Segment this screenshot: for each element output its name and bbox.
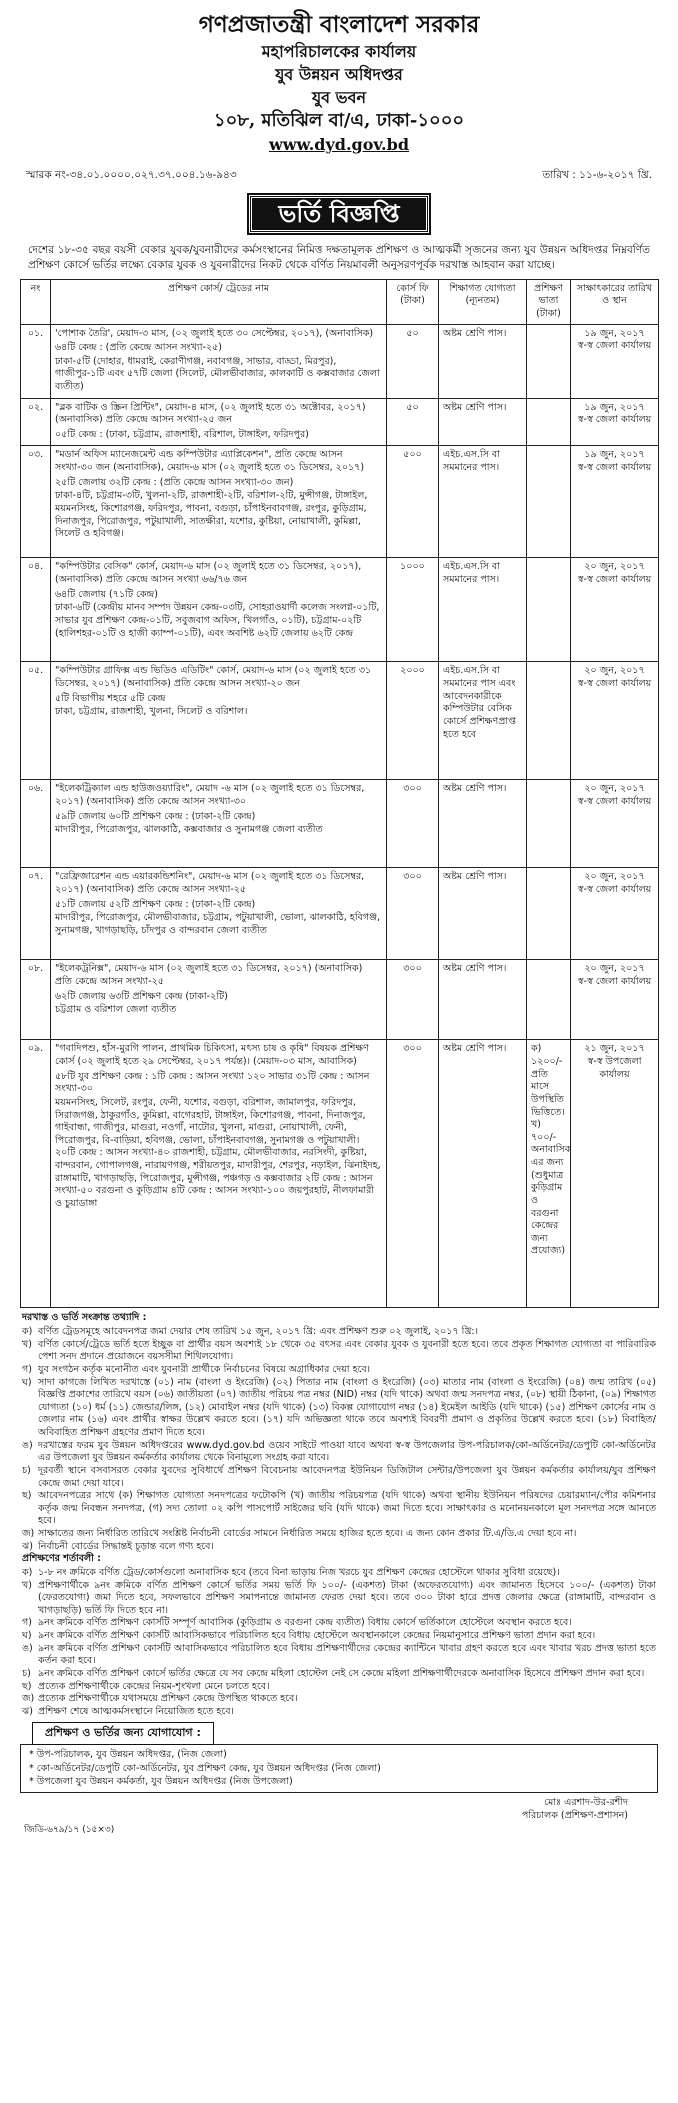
rule-item xyxy=(22,1490,656,1528)
course-title: "কম্পিউটার গ্রাফিক্স এন্ড ভিডিও এডিটিং" কোর্স, মেয়াদ-৬ মাস (০২ জুলাই হতে ৩১ ডিসেম্বর, ২০১৭) (অনাবাসিক) প্রতি কেন্দ্রে আসন সংখ্যা-২০ জন xyxy=(55,665,372,690)
interview-date: ১৯ জুন, ২০১৭ xyxy=(584,449,645,461)
course-details: মাদারীপুর, পিরোজপুর, ঝালকাঠি, কক্সবাজার ও সুনামগঞ্জ জেলা ব্যতীত xyxy=(55,824,323,836)
rule-mark: গ) xyxy=(22,1363,32,1375)
interview-date: ১৯ জুন, ২০১৭ xyxy=(584,327,645,339)
row-course xyxy=(51,324,387,398)
rule-text: দরখাস্তের ফরম যুব উন্নয়ন অধিদপ্তরের www.dyd.gov.bd ওয়েব সাইটে পাওয়া যাবে অথবা স্ব-স্ব উপজেলার উপ-পরিচালক/কো-অর্ডিনেটর/ডেপুটি কো-অর্ডিনেটর এর উপজেলা যুব উন্নয়ন কর্মকর্তার কার্যালয় থেকে বিনামূল্যে সংগ্রহ করা যাবে। xyxy=(38,1439,656,1464)
term-item xyxy=(22,1706,656,1719)
row-interview xyxy=(571,960,659,1040)
interview-place: স্ব-স্ব জেলা কার্যালয় xyxy=(577,678,652,690)
row-qualification: অষ্টম শ্রেণি পাস। xyxy=(439,398,527,446)
row-interview xyxy=(571,780,659,868)
row-fee: ১০০০ xyxy=(387,558,439,662)
government-name: গণপ্রজাতন্ত্রী বাংলাদেশ সরকার xyxy=(198,11,480,38)
row-sl: ০৯. xyxy=(21,1040,51,1308)
memo-number: স্মারক নং-৩৪.০১.০০০০.০২৭.৩৭.০০৪.১৬-৯৪৩ xyxy=(26,169,237,181)
header-sl: নং xyxy=(21,279,51,324)
course-centers: ৬৪টি জেলায় (৭১টি কেন্দ্র) xyxy=(55,588,158,600)
term-item xyxy=(22,1630,656,1643)
row-sl: ০৩. xyxy=(21,446,51,558)
row-fee: ৩০০ xyxy=(387,868,439,960)
row-allowance xyxy=(527,558,571,662)
term-text: প্রত্যেক প্রশিক্ষণার্থীকে যথাসময়ে প্রশিক্ষণ কেন্দ্রে উপস্থিত থাকতে হবে। xyxy=(38,1693,298,1705)
row-course xyxy=(51,1040,387,1308)
memo-date: তারিখ : ১১-৬-২০১৭ খ্রি. xyxy=(542,169,652,181)
term-item xyxy=(22,1567,656,1580)
letterhead xyxy=(20,10,658,157)
contact-box xyxy=(20,1744,658,1793)
term-item xyxy=(22,1668,656,1681)
term-mark: গ) xyxy=(22,1617,32,1629)
course-title: "গবাদিপশু, হাঁস-মুরগি পালন, প্রাথমিক চিকিৎসা, মৎস্য চাষ ও কৃষি" বিষয়ক প্রশিক্ষণ কোর্স (০২ জুলাই হতে ২৯ সেপ্টেম্বর, ২০১৭ পর্যন্ত)। (মেয়াদ-০৩ মাস, আবাসিক) xyxy=(55,1043,369,1068)
term-text: ১-৮ নং ক্রমিকে বর্ণিত ট্রেড/কোর্সগুলো অনাবাসিক হবে (তবে বিনা ভাড়ায় নিজ খরচে যুব প্রশিক্ষণ কেন্দ্রের হোস্টেলে থাকার সুবিধা রয়েছে)। xyxy=(38,1566,560,1578)
rule-item xyxy=(22,1377,656,1440)
course-centers: ০৫টি কেন্দ্র : (ঢাকা, চট্টগ্রাম, রাজশাহী, বরিশাল, টাঙ্গাইল, ফরিদপুর) xyxy=(55,428,309,440)
row-qualification: এইচ.এস.সি বা সমমানের পাস। xyxy=(439,558,527,662)
course-details: ঢাকা, চট্টগ্রাম, রাজশাহী, খুলনা, সিলেট ও বরিশাল। xyxy=(55,706,248,718)
row-qualification: অষ্টম শ্রেণি পাস। xyxy=(439,324,527,398)
row-sl: ০৫. xyxy=(21,662,51,780)
row-allowance xyxy=(527,868,571,960)
row-qualification: অষ্টম শ্রেণি পাস। xyxy=(439,780,527,868)
row-course xyxy=(51,780,387,868)
row-interview xyxy=(571,1040,659,1308)
intro-paragraph: দেশের ১৮-৩৫ বছর বয়সী বেকার যুবক/যুবনারীদের কর্মসংস্থানের নিমিত্ত দক্ষতামূলক প্রশিক্ষণ ও আত্মকর্মী সৃজনের জন্য যুব উন্নয়ন অধিদপ্তর নিম্নবর্ণিত প্রশিক্ষণ কোর্সে ভর্তির লক্ষ্যে বেকার যুবক ও যুবনারীদের নিকট থেকে বর্ণিত নিয়মাবলী অনুসরণপূর্বক দরখাস্ত আহবান করা যাচ্ছে। xyxy=(28,243,650,271)
interview-place: স্ব-স্ব জেলা কার্যালয় xyxy=(577,462,652,474)
row-course xyxy=(51,398,387,446)
rule-mark: ক) xyxy=(22,1326,33,1338)
term-item xyxy=(22,1617,656,1630)
rule-text: সাদা কাগজে লিখিত দরখাস্তে (০১) নাম (বাংলা ও ইংরেজি) (০২) পিতার নাম (বাংলা ও ইংরেজি) (০৩) মাতার নাম (বাংলা ও ইংরেজি) (০৪) জন্ম তারিখ (০৫) বিজ্ঞপ্তি প্রকাশের তারিখে বয়স (০৬) জাতীয়তা (০৭) জাতীয় পরিচয় পত্র নম্বর (NID) নম্বর (যদি থাকে) অথবা জন্ম সনদপত্র নম্বর, (০৮) স্থায়ী ঠিকানা, (০৯) শিক্ষাগত যোগ্যতা (১০) ধর্ম (১১) জেন্ডার/লিঙ্গ, (১২) মোবাইল নম্বর (যদি থাকে) (১৩) বিকল্প যোগাযোগ নম্বর (১৪) ইমেইল আইডি (যদি থাকে) (১৫) প্রশিক্ষণ কোর্সের নাম ও জেলার নাম (১৬) এবং প্রার্থীর স্বাক্ষর উল্লেখ করতে হবে। (১৭) যদি অভিজ্ঞতা থাকে তবে অবশ্যই বিবরণী প্রমাণ ও প্রকৃতির উল্লেখ করতে হবে। (১৮) বিবাহিত/অবিবাহিত প্রশিক্ষণ গ্রহণের প্রমাণ দিতে হবে। xyxy=(38,1376,656,1439)
rule-mark: জ) xyxy=(22,1528,35,1540)
rule-text: সাক্ষাতের জন্য নির্ধারিত তারিখে সংশ্লিষ্ট নির্বাচনী বোর্ডের সামনে নির্ধারিত সময়ে হাজির হতে হবে। এ জন্য কোন প্রকার টি.এ/ডি.এ দেয়া হবে না। xyxy=(38,1528,577,1540)
term-text: ৯নং ক্রমিকে বর্ণিত প্রশিক্ষণ কোর্সটি আবাসিকভাবে পরিচালিত হবে বিধায় হোস্টেলে অবস্থানকালে কেন্দ্রের নিয়মানুসারে প্রশিক্ষণ ভাতা প্রদান করা হবে। xyxy=(38,1630,596,1642)
course-centers: ৬২টি জেলায় ৬৩টি প্রশিক্ষণ কেন্দ্র (ঢাকা-২টি) xyxy=(55,990,228,1002)
website-link[interactable]: www.dyd.gov.bd xyxy=(268,135,409,154)
office-address: ১০৮, মতিঝিল বা/এ, ঢাকা-১০০০ xyxy=(213,110,465,131)
course-centers: ২৫টি জেলায় ৩২টি কেন্দ্র : (প্রতি কেন্দ্রে আসন সংখ্যা-৩০ জন) xyxy=(55,476,294,488)
interview-date: ২০ জুন, ২০১৭ xyxy=(584,871,645,883)
rule-text: নির্বাচনী বোর্ডের সিদ্ধান্তই চূড়ান্ত বলে গণ্য হবে। xyxy=(38,1540,214,1552)
rule-text: যুব সংগঠন কর্তৃক মনোনীত এবং যুবনারী প্রার্থীকে নির্বাচনের বিষয়ে অগ্রাধিকার দেয়া হবে। xyxy=(38,1363,371,1375)
interview-date: ২০ জুন, ২০১৭ xyxy=(584,963,645,975)
row-allowance xyxy=(527,662,571,780)
rule-text: দূরবর্তী স্থানে বসবাসরত বেকার যুবদের সুবিধার্থে প্রশিক্ষণ বিবেচনায় আবেদনপত্র ইউনিয়ন ডিজিটাল সেন্টার/উপজেলা যুব উন্নয়ন কর্মকর্তার কার্যালয়/যুব প্রশিক্ষণ কেন্দ্রে জমা দেয়া যাবে। xyxy=(38,1464,656,1489)
row-fee: ৩০০ xyxy=(387,960,439,1040)
interview-date: ১৯ জুন, ২০১৭ xyxy=(584,401,645,413)
table-row xyxy=(21,662,659,780)
rule-item xyxy=(22,1364,656,1377)
term-text: প্রত্যেক প্রশিক্ষণার্থীকে কেন্দ্রের নিয়ম-শৃংখলা মেনে চলতে হবে। xyxy=(38,1680,270,1692)
rule-mark: চ) xyxy=(22,1464,31,1476)
row-fee: ৫০ xyxy=(387,398,439,446)
course-title: 'পোশাক তৈরি', মেয়াদ-৩ মাস, (০২ জুলাই হতে ৩০ সেপ্টেম্বর, ২০১৭), (অনাবাসিক) xyxy=(55,327,374,339)
rule-mark: ছ) xyxy=(22,1490,32,1502)
terms-heading: প্রশিক্ষণের শর্তাবলী : xyxy=(22,1553,101,1565)
row-fee: ৩০০ xyxy=(387,780,439,868)
term-item xyxy=(22,1681,656,1694)
course-centers: ৫টি বিভাগীয় শহরে ৫টি কেন্দ্র xyxy=(55,692,166,704)
rule-item xyxy=(22,1339,656,1364)
rule-item xyxy=(22,1541,656,1554)
row-course xyxy=(51,558,387,662)
course-title: "ব্লক বাটিক ও স্ক্রিন প্রিন্টিং", মেয়াদ-৪ মাস, (০২ জুলাই হতে ৩১ অক্টোবর, ২০১৭) (অনাবাসিক) প্রতি কেন্দ্রে আসন সংখ্যা-২৫ জন xyxy=(55,401,366,426)
row-qualification: অষ্টম শ্রেণি পাস। xyxy=(439,868,527,960)
row-allowance xyxy=(527,780,571,868)
rule-item xyxy=(22,1465,656,1490)
row-allowance xyxy=(527,324,571,398)
course-centers: ৫৮টি যুব প্রশিক্ষণ কেন্দ্র : ১টি কেন্দ্র : আসন সংখ্যা ১২০ সাভার ৩১টি কেন্দ্র : আসন সংখ্যা-৩০ xyxy=(55,1070,370,1095)
table-row xyxy=(21,780,659,868)
row-sl: ০২. xyxy=(21,398,51,446)
interview-date: ২০ জুন, ২০১৭ xyxy=(584,665,645,677)
row-interview xyxy=(571,398,659,446)
contact-line: * উপ-পরিচালক, যুব উন্নয়ন অধিদপ্তর, (নিজ জেলা) xyxy=(29,1748,227,1760)
course-details: ঢাকা-৬টি (কেন্দ্রীয় মানব সম্পদ উন্নয়ন কেন্দ্র-০৩টি, সোহরাওয়ার্দী কলেজ সংলগ্ন-০১টি, সাভার যুব প্রশিক্ষণ কেন্দ্র-০১টি, সবুজবাগ অফিস, খিলগাঁও, ০১টি), চট্টগ্রাম-০২টি (হালিশহর-০১টি ও হাজী ক্যাম্প-০১টি), এবং অবশিষ্ট ৬২টি জেলায় ৬২টি কেন্দ্র xyxy=(55,602,380,639)
row-sl: ০১. xyxy=(21,324,51,398)
rule-mark: ঙ) xyxy=(22,1439,33,1451)
signatory-designation: পরিচালক (প্রশিক্ষণ-প্রশাসন) xyxy=(521,1810,628,1822)
row-allowance xyxy=(527,446,571,558)
row-qualification: অষ্টম শ্রেণি পাস। xyxy=(439,1040,527,1308)
rule-mark: ঝ) xyxy=(22,1540,33,1552)
term-mark: ক) xyxy=(22,1566,33,1578)
table-row xyxy=(21,324,659,398)
row-course xyxy=(51,960,387,1040)
term-item xyxy=(22,1643,656,1668)
table-row xyxy=(21,868,659,960)
term-text: ৯নং ক্রমিকে বর্ণিত প্রশিক্ষণ কোর্সটি আবাসিকভাবে পরিচালিত হবে বিধায় প্রশিক্ষণার্থীদের কেন্দ্রের ক্যান্টিনে খাবার গ্রহণ করতে হবে এবং খাবার খরচ প্রদত্ত ভাতা হতে কর্তন করা হবে। xyxy=(38,1642,656,1667)
course-title: "কম্পিউটার বেসিক" কোর্স, মেয়াদ-৬ মাস (০২ জুলাই হতে ৩১ ডিসেম্বর, ২০১৭), (অনাবাসিক) প্রতি কেন্দ্রে আসন সংখ্যা ৬৬/৭৬ জন xyxy=(55,561,362,586)
building-name: যুব ভবন xyxy=(311,88,367,107)
row-interview xyxy=(571,324,659,398)
row-course xyxy=(51,868,387,960)
row-qualification: এইচ.এস.সি বা সমমানের পাস এবং আবেদনকারীকে কম্পিউটার বেসিক কোর্সে প্রশিক্ষণপ্রাপ্ত হতে হবে xyxy=(439,662,527,780)
header-course: প্রশিক্ষণ কোর্স/ ট্রেডের নাম xyxy=(51,279,387,324)
interview-date: ২০ জুন, ২০১৭ xyxy=(584,783,645,795)
rule-text: বর্ণিত ট্রেডসমূহে আবেদনপত্র জমা দেয়ার শেষ তারিখ ১৫ জুন, ২০১৭ খ্রি: এবং প্রশিক্ষণ শুরু ০২ জুলাই, ২০১৭ খ্রি:। xyxy=(38,1326,479,1338)
signatory-name: মোঃ এরশাদ-উর-রশীদ xyxy=(544,1797,628,1809)
course-details: ময়মনসিংহ, সিলেট, রংপুর, ফেনী, যশোর, বগুড়া, বরিশাল, জামালপুর, ফরিদপুর, সিরাজগঞ্জ, ঠাকুরগাঁও, কুমিল্লা, বাগেরহাট, টাঙ্গাইল, কিশোরগঞ্জ, পাবনা, দিনাজপুর, গাইবান্ধা, গাজীপুর, মাগুরা, নওগাঁ, নাটোর, খুলনা, মাগুরা, নোয়াখালী, ফেনী, পিরোজপুর, বি-বাড়িয়া, হবিগঞ্জ, ভোলা, চাঁপাইনবাবগঞ্জ, সুনামগঞ্জ ও পটুয়াখালী। ২০টি কেন্দ্র : আসন সংখ্যা-৪০ রাজশাহী, চট্টগ্রাম, মৌলভীবাজার, নরসিংদী, কুষ্টিয়া, বান্দরবান, গোপালগঞ্জ, নারায়ণগঞ্জ, শরীয়তপুর, মাদারীপুর, শেরপুর, নড়াইল, ঝিনাইদহ, রাঙ্গামাটি, খাগড়াছড়ি, পিরোজপুর, মুন্সীগঞ্জ, পঞ্চগড় ও কক্সবাজার ২টি কেন্দ্র : আসন সংখ্যা-৫০ বরগুনা ও কুড়িগ্রাম ৪টি কেন্দ্র : আসন সংখ্যা-১০০ জয়পুরহাট, নীলফামারী ও চুয়াডাঙ্গা xyxy=(55,1096,381,1209)
course-title: "রেফ্রিজারেশন এন্ড এয়ারকন্ডিশনিং", মেয়াদ-৬ মাস (০২ জুলাই হতে ৩১ ডিসেম্বর, ২০১৭) (অনাবাসিক) প্রতি কেন্দ্রে আসন সংখ্যা-২৫ xyxy=(55,871,365,896)
term-mark: চ) xyxy=(22,1667,31,1679)
signature-block xyxy=(20,1797,658,1823)
row-course xyxy=(51,662,387,780)
row-interview xyxy=(571,868,659,960)
contact-heading: প্রশিক্ষণ ও ভর্তির জন্য যোগাযোগ : xyxy=(32,1722,214,1745)
row-allowance: ক) ১২০০/- প্রতি মাসে উপস্থিতি ভিত্তিতে। খ) ৭০০/- অনাবাসিক এর জন্য (শুধুমাত্র কুড়িগ্রাম ও বরগুনা কেন্দ্রের জন্য প্রযোজ্য) xyxy=(527,1040,571,1308)
row-fee: ৫০ xyxy=(387,324,439,398)
row-interview xyxy=(571,558,659,662)
rules-heading: দরখাস্ত ও ভর্তি সংক্রান্ত তথ্যাদি : xyxy=(22,1312,147,1324)
header-fee: কোর্স ফি (টাকা) xyxy=(387,279,439,324)
course-title: "ইলেকট্রনিক্স", মেয়াদ-৬ মাস (০২ জুলাই হতে ৩১ ডিসেম্বর, ২০১৭) (অনাবাসিক) প্রতি কেন্দ্রে আসন সংখ্যা-২৫ xyxy=(55,963,363,988)
course-details: ঢাকা-৪টি, চট্টগ্রাম-৩টি, খুলনা-২টি, রাজশাহী-২টি, বরিশাল-২টি, মুন্সীগঞ্জ, টাঙ্গাইল, ময়মনসিংহ, কিশোরগঞ্জ, ফরিদপুর, পাবনা, বগুড়া, চাঁপাইনবাবগঞ্জ, রংপুর, কুড়িগ্রাম, দিনাজপুর, পিরোজপুর, পটুয়াখালী, সাতক্ষীরা, যশোর, কুষ্টিয়া, নোয়াখালী, কুমিল্লা, সিলেট ও হবিগঞ্জ। xyxy=(55,490,368,540)
row-sl: ০৪. xyxy=(21,558,51,662)
contact-line: * উপজেলা যুব উন্নয়ন কর্মকর্তা, যুব উন্নয়ন অধিদপ্তর (নিজ উপজেলা) xyxy=(29,1776,293,1788)
table-row xyxy=(21,1040,659,1308)
header-interview: সাক্ষাৎকারের তারিখ ও স্থান xyxy=(571,279,659,324)
term-item xyxy=(22,1580,656,1618)
row-sl: ০৭. xyxy=(21,868,51,960)
memo-row xyxy=(20,169,658,183)
course-centers: ৬৪টি কেন্দ্র : (প্রতি কেন্দ্রে আসন সংখ্যা-২৫) xyxy=(55,342,223,354)
term-mark: খ) xyxy=(22,1579,32,1591)
course-centers: ৫৯টি জেলায় ৬০টি প্রশিক্ষণ কেন্দ্র : (ঢাকা-২টি কেন্দ্র) xyxy=(55,810,256,822)
interview-place: স্ব-স্ব উপজেলা কার্যালয় xyxy=(587,1056,642,1080)
interview-place: স্ব-স্ব জেলা কার্যালয় xyxy=(577,796,652,808)
course-title: "মডার্ন অফিস ম্যানেজমেন্ট এন্ড কম্পিউটার এ্যাপ্লিকেশন", প্রতি কেন্দ্রে আসন সংখ্যা-৩০ জন (অনাবাসিক), মেয়াদ-৬ মাস (০২ জুলাই হতে ৩১ ডিসেম্বর, ২০১৭) xyxy=(55,449,365,474)
row-fee: ২০০০ xyxy=(387,662,439,780)
row-qualification: এইচ.এস.সি বা সমমানের পাস। xyxy=(439,446,527,558)
course-table xyxy=(20,279,659,1309)
course-details: চট্টগ্রাম ও বরিশাল জেলা ব্যতীত xyxy=(55,1004,177,1016)
interview-date: ২১ জুন, ২০১৭ xyxy=(584,1043,645,1055)
row-interview xyxy=(571,662,659,780)
table-row xyxy=(21,960,659,1040)
rule-item xyxy=(22,1528,656,1541)
interview-place: স্ব-স্ব জেলা কার্যালয় xyxy=(577,340,652,352)
department-name: যুব উন্নয়ন অধিদপ্তর xyxy=(275,65,403,84)
rule-item xyxy=(22,1326,656,1339)
header-allowance: প্রশিক্ষণ ভাতা (টাকা) xyxy=(527,279,571,324)
term-text: প্রশিক্ষণ শেষে আত্মকর্মসংস্থানে নিয়োজিত হতে হবে। xyxy=(38,1705,234,1717)
rule-text: বর্ণিত কোর্সে/ট্রেডে ভর্তি হতে ইচ্ছুক বা প্রার্থীর বয়স অবশ্যই ১৮ থেকে ৩৫ বৎসর এবং বেকার যুবক ও যুবনারী হতে হবে। তবে প্রকৃত শিক্ষাগত যোগ্যতা বা পারিবারিক পেশা সনদ প্রদানে প্রয়োজনে বয়সসীমা শিথিলযোগ্য। xyxy=(38,1338,656,1363)
interview-place: স্ব-স্ব জেলা কার্যালয় xyxy=(577,414,652,426)
table-row xyxy=(21,558,659,662)
notice-title: ভর্তি বিজ্ঞপ্তি xyxy=(249,195,429,233)
term-text: ৯নং ক্রমিকে বর্ণিত প্রশিক্ষণ কোর্সে ভর্তির ক্ষেত্রে যে সব কেন্দ্রে মহিলা হোস্টেল নেই সে কেন্দ্রে মহিলা প্রশিক্ষণার্থীদেরকে অনাবাসিক হিসেবে প্রশিক্ষণ প্রদান করা হবে। xyxy=(38,1667,645,1679)
term-text: প্রশিক্ষণার্থীকে ৯নং ক্রমিকে বর্ণিত প্রশিক্ষণ কোর্সে ভর্তির সময় ভর্তি ফি ১০০/- (একশত) টাকা (অফেরতযোগ্য) এবং জামানত হিসেবে ১০০/- (একশত) টাকা (ফেরতযোগ্য) জমা দিতে হবে, সফলভাবে প্রশিক্ষণ সমাপনান্তে জামানত ফেরত দেয়া হবে। তবে ৩০০ টাকা হারে প্রদত্ত জেলার ক্ষেত্রে (রাঙ্গামাটি, বান্দরবান ও খাগড়াছড়ি) ভর্তি ফি দিতে হবে না। xyxy=(38,1579,656,1616)
interview-place: স্ব-স্ব জেলা কার্যালয় xyxy=(577,574,652,586)
row-allowance xyxy=(527,960,571,1040)
term-mark: ঘ) xyxy=(22,1630,32,1642)
term-item xyxy=(22,1693,656,1706)
office-name: মহাপরিচালকের কার্যালয় xyxy=(261,42,417,61)
row-course xyxy=(51,446,387,558)
row-qualification: অষ্টম শ্রেণি পাস। xyxy=(439,960,527,1040)
row-sl: ০৮. xyxy=(21,960,51,1040)
rule-item xyxy=(22,1440,656,1465)
table-row xyxy=(21,446,659,558)
term-mark: জ) xyxy=(22,1693,35,1705)
interview-place: স্ব-স্ব জেলা কার্যালয় xyxy=(577,884,652,896)
row-fee: ৫০০ xyxy=(387,446,439,558)
header-qualification: শিক্ষাগত যোগ্যতা (ন্যূনতম) xyxy=(439,279,527,324)
application-rules xyxy=(20,1312,658,1718)
contact-line: * কো-অর্ডিনেটর/ডেপুটি কো-অর্ডিনেটর, যুব প্রশিক্ষণ কেন্দ্র, যুব উন্নয়ন অধিদপ্তর (নিজ জেলা) xyxy=(29,1762,381,1774)
row-allowance xyxy=(527,398,571,446)
term-text: ৯নং ক্রমিকে বর্ণিত প্রশিক্ষণ কোর্সটি সম্পূর্ণ আবাসিক (কুড়িগ্রাম ও বরগুনা কেন্দ্র ব্যতীত) বিধায় কোর্সে ভর্তিকালে হোস্টেলে অবস্থান করতে হবে। xyxy=(38,1617,572,1629)
row-fee: ৩০০ xyxy=(387,1040,439,1308)
row-sl: ০৬. xyxy=(21,780,51,868)
term-mark: ছ) xyxy=(22,1680,32,1692)
course-title: "ইলেকট্রিক্যাল এন্ড হাউজওয়্যারিং", মেয়াদ -৬ মাস (০২ জুলাই হতে ৩১ ডিসেম্বর, ২০১৭) (অনাবাসিক) প্রতি কেন্দ্রে আসন সংখ্যা-৩০ xyxy=(55,783,365,808)
term-mark: ঝ) xyxy=(22,1705,33,1717)
row-interview xyxy=(571,446,659,558)
rule-mark: ঘ) xyxy=(22,1376,32,1388)
rule-mark: খ) xyxy=(22,1338,32,1350)
table-row xyxy=(21,398,659,446)
interview-place: স্ব-স্ব জেলা কার্যালয় xyxy=(577,976,652,988)
rule-text: আবেদনপত্রের সাথে (ক) শিক্ষাগত যোগ্যতা সনদপত্রের ফটোকপি (খ) জাতীয় পরিচয়পত্র (যদি থাকে) অথবা স্থানীয় ইউনিয়ন পরিষদের চেয়ারম্যান/পৌর কমিশনার কর্তৃক জন্ম নিবন্ধন সনদপত্র, (গ) সদ্য তোলা ০২ কপি পাসপোর্ট সাইজের ছবি (যদি থাকে) জমা দিতে হবে। সাক্ষাৎকার ও মনোনয়নকালে মূল সনদপত্র সঙ্গে আনতে হবে। xyxy=(38,1490,656,1527)
table-header-row xyxy=(21,279,659,324)
course-centers: ৫১টি জেলায় ৫২টি প্রশিক্ষণ কেন্দ্র : (ঢাকা-২টি কেন্দ্র) xyxy=(55,898,256,910)
term-mark: ঙ) xyxy=(22,1642,33,1654)
course-details: ঢাকা-৫টি (দোহার, ধামরাই, কেরাণীগঞ্জ, নবাবগঞ্জ, সাভার, বাড্ডা, মিরপুর), গাজীপুর-১টি এবং ৫৭টি জেলা (সিলেট, মৌলভীবাজার, কালকাটি ও কক্সবাজার জেলা ব্যতীত) xyxy=(55,355,380,393)
footer-code: জিডি-৬৭৯/১৭ (১৫×৩) xyxy=(24,1824,115,1835)
interview-date: ২০ জুন, ২০১৭ xyxy=(584,561,645,573)
course-details: মাদারীপুর, পিরোজপুর, মৌলভীবাজার, চট্টগ্রাম, পটুয়াখালী, ভোলা, ঝালকাঠি, হবিগঞ্জ, সুনামগঞ্জ, খাগড়াছড়ি, চাঁদপুর ও বান্দরবান জেলা ব্যতীত xyxy=(55,912,381,936)
